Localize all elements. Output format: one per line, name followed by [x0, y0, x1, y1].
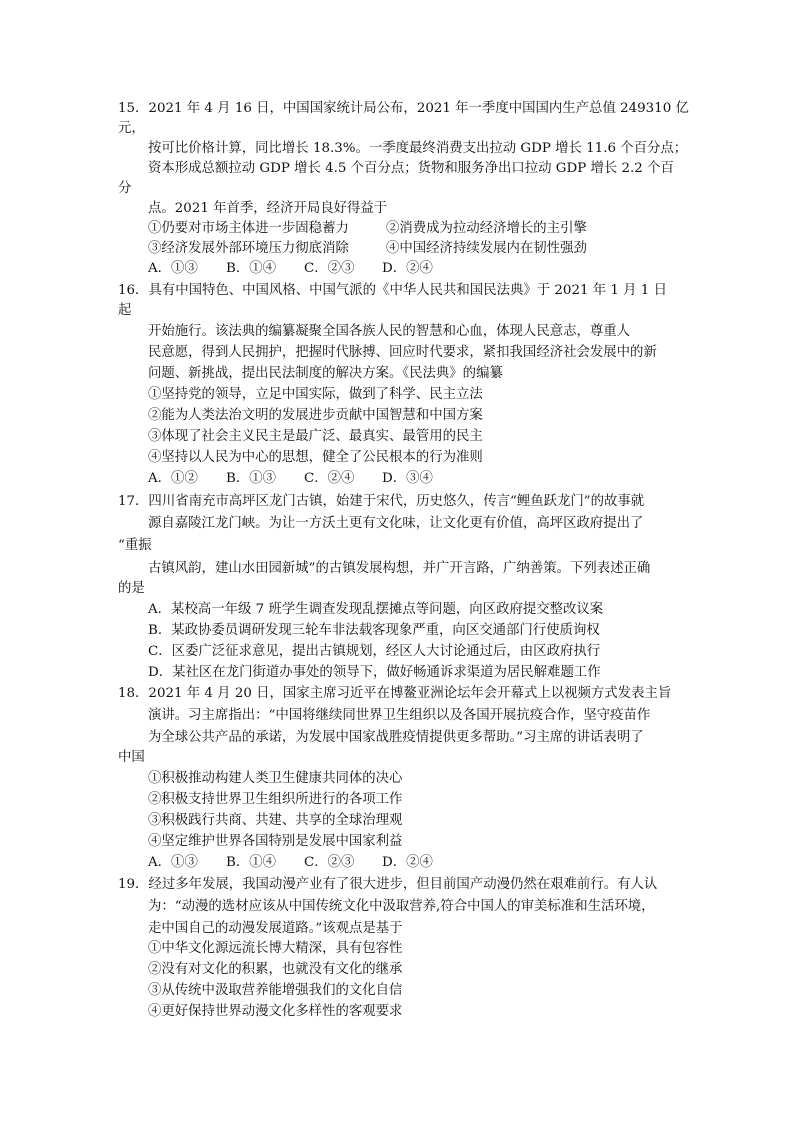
- question-stem-line: 17．四川省南充市高坪区龙门古镇，始建于宋代，历史悠久，传言“鲤鱼跃龙门”的故事就: [118, 494, 645, 509]
- question-stem-line: 分: [118, 181, 132, 196]
- question-stem-line: 中国: [118, 750, 145, 765]
- choice-b[interactable]: B．①④: [226, 855, 277, 870]
- question-stem-line: 16．具有中国特色、中国风格、中国气派的《中华人民共和国民法典》于 2021 年 1 月 1 日: [118, 283, 667, 298]
- option-statement: ①中华文化源远流长博大精深，具有包容性: [148, 941, 403, 956]
- option-statement: ②能为人类法治文明的发展进步贡献中国智慧和中国方案: [148, 408, 483, 423]
- option-statement: ①坚持党的领导，立足中国实际，做到了科学、民主立法: [148, 387, 483, 402]
- question-stem-line: 古镇风韵，建山水田园新城”的古镇发展构想，并广开言路，广纳善策。下列表述正确: [148, 561, 651, 576]
- option-statement: ①仍要对市场主体进一步固稳蓄力: [148, 221, 349, 236]
- question-stem-line: “重振: [118, 538, 152, 553]
- choice-b[interactable]: B．①④: [226, 261, 277, 276]
- option-c[interactable]: C．区委广泛征求意见，提出古镇规划，经区人大讨论通过后，由区政府执行: [148, 644, 601, 659]
- question-stem-line: 源自嘉陵江龙门峡。为让一方沃土更有文化味，让文化更有价值，高坪区政府提出了: [148, 516, 644, 531]
- question-stem-line: 为：“动漫的选材应该从中国传统文化中汲取营养,符合中国人的审美标准和生活环境，: [148, 899, 655, 914]
- option-a[interactable]: A．某校高一年级 7 班学生调查发现乱摆摊点等问题，向区政府提交整改议案: [148, 602, 604, 617]
- choice-c[interactable]: C．②④: [304, 471, 355, 486]
- option-statement: ④坚持以人民为中心的思想，健全了公民根本的行为准则: [148, 450, 483, 465]
- choice-c[interactable]: C．②③: [304, 855, 355, 870]
- question-stem-line: 15．2021 年 4 月 16 日，中国国家统计局公布，2021 年一季度中国国内生产总值 249310 亿: [118, 101, 689, 116]
- choice-d[interactable]: D．②④: [382, 855, 433, 870]
- choice-d[interactable]: D．③④: [382, 471, 433, 486]
- option-statement: ③体现了社会主义民主是最广泛、最真实、最管用的民主: [148, 429, 483, 444]
- question-stem-line: 点。2021 年首季，经济开局良好得益于: [148, 201, 388, 216]
- option-d[interactable]: D．某社区在龙门街道办事处的领导下，做好畅通诉求渠道为居民解难题工作: [148, 665, 601, 680]
- question-stem-line: 开始施行。该法典的编纂凝聚全国各族人民的智慧和心血，体现人民意志，尊重人: [148, 324, 631, 339]
- answer-choices: [148, 853, 460, 873]
- choice-a[interactable]: A．①③: [148, 261, 198, 276]
- question-stem-line: 18．2021 年 4 月 20 日，国家主席习近平在博鳌亚洲论坛年会开幕式上以视频方式发表主旨: [118, 686, 672, 701]
- question-stem-line: 民意愿，得到人民拥护，把握时代脉搏、回应时代要求，紧扣我国经济社会发展中的新: [148, 345, 657, 360]
- question-stem-line: 起: [118, 303, 132, 318]
- option-statement: ④坚定维护世界各国特别是发展中国家利益: [148, 834, 403, 849]
- choice-d[interactable]: D．②④: [382, 261, 433, 276]
- option-b[interactable]: B．某政协委员调研发现三轮车非法载客现象严重，向区交通部门行使质询权: [148, 623, 600, 638]
- option-statement: ③积极践行共商、共建、共享的全球治理观: [148, 813, 403, 828]
- question-stem-line: 的是: [118, 581, 145, 596]
- question-stem-line: 为全球公共产品的承诺，为发展中国家战胜疫情提供更多帮助。”习主席的讲话表明了: [148, 730, 644, 745]
- choice-c[interactable]: C．②③: [304, 261, 355, 276]
- choice-b[interactable]: B．①③: [226, 471, 277, 486]
- answer-choices: [148, 469, 460, 489]
- question-stem-line: 元，: [118, 121, 145, 136]
- question-stem-line: 走中国自己的动漫发展道路。”该观点是基于: [148, 921, 403, 936]
- option-statement: ③从传统中汲取营养能增强我们的文化自信: [148, 983, 403, 998]
- option-statement: ②积极支持世界卫生组织所进行的各项工作: [148, 792, 403, 807]
- choice-a[interactable]: A．①②: [148, 471, 198, 486]
- option-statement: ④中国经济持续发展内在韧性强劲: [386, 241, 587, 256]
- question-stem-line: 问题、新挑战，提出民法制度的解决方案。《民法典》的编纂: [148, 366, 503, 381]
- question-stem-line: 按可比价格计算，同比增长 18.3%。一季度最终消费支出拉动 GDP 增长 11.6 个百分点；: [148, 141, 688, 156]
- answer-choices: [148, 259, 460, 279]
- question-stem-line: 19．经过多年发展，我国动漫产业有了很大进步，但目前国产动漫仍然在艰难前行。有人认: [118, 877, 658, 892]
- option-statement: ③经济发展外部环境压力彻底消除: [148, 241, 349, 256]
- question-stem-line: 资本形成总额拉动 GDP 增长 4.5 个百分点；货物和服务净出口拉动 GDP 增长 2.2 个百: [148, 161, 674, 176]
- option-statement: ②消费成为拉动经济增长的主引擎: [386, 221, 587, 236]
- choice-a[interactable]: A．①③: [148, 855, 198, 870]
- option-statement: ②没有对文化的积累，也就没有文化的继承: [148, 962, 403, 977]
- option-statement: ④更好保持世界动漫文化多样性的客观要求: [148, 1004, 403, 1019]
- question-stem-line: 演讲。习主席指出：“中国将继续同世界卫生组织以及各国开展抗疫合作，坚守疫苗作: [148, 708, 651, 723]
- option-statement: ①积极推动构建人类卫生健康共同体的决心: [148, 771, 403, 786]
